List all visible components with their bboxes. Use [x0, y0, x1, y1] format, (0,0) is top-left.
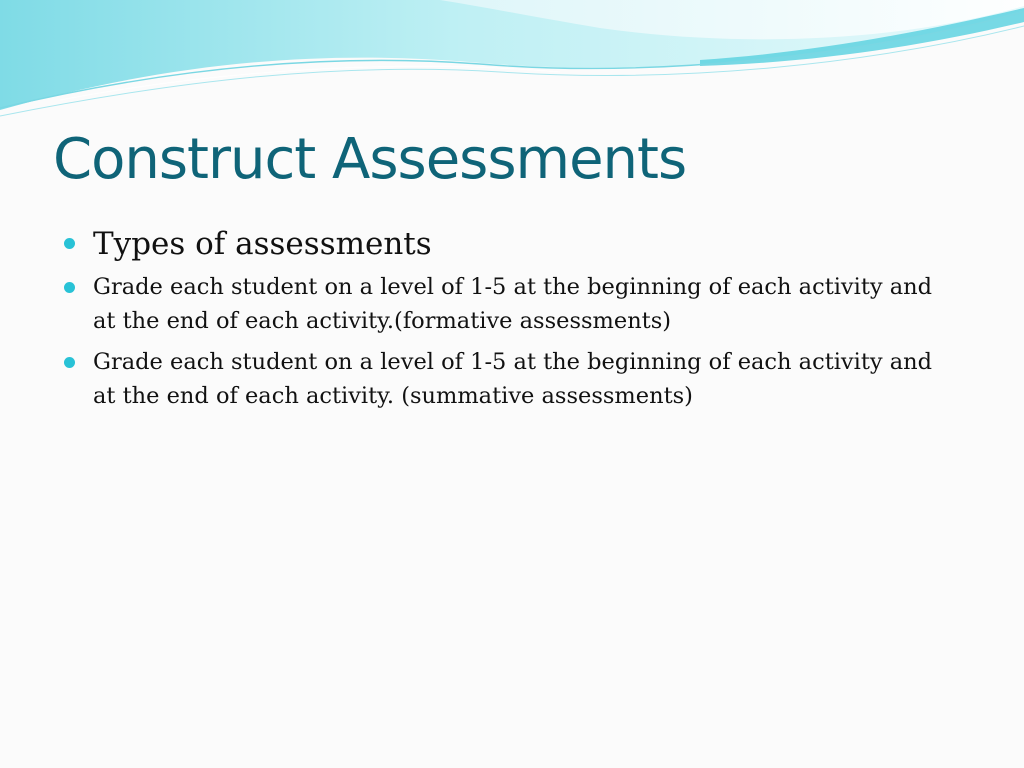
slide-title: Construct Assessments — [53, 127, 687, 192]
bullet-item — [60, 345, 940, 413]
bullet-dot-icon — [64, 238, 75, 249]
bullet-list — [60, 222, 940, 420]
bullet-item — [60, 270, 940, 338]
bullet-dot-icon — [64, 282, 75, 293]
bullet-dot-icon — [64, 357, 75, 368]
wave-header-decoration — [0, 0, 1024, 130]
bullet-item — [60, 222, 940, 266]
bullet-text: Grade each student on a level of 1-5 at the beginning of each activity and at the end of each activity.(formative assessments) — [93, 274, 933, 334]
bullet-text: Types of assessments — [93, 226, 432, 262]
bullet-text: Grade each student on a level of 1-5 at the beginning of each activity and at the end of each activity. (summative assessments) — [93, 349, 933, 409]
